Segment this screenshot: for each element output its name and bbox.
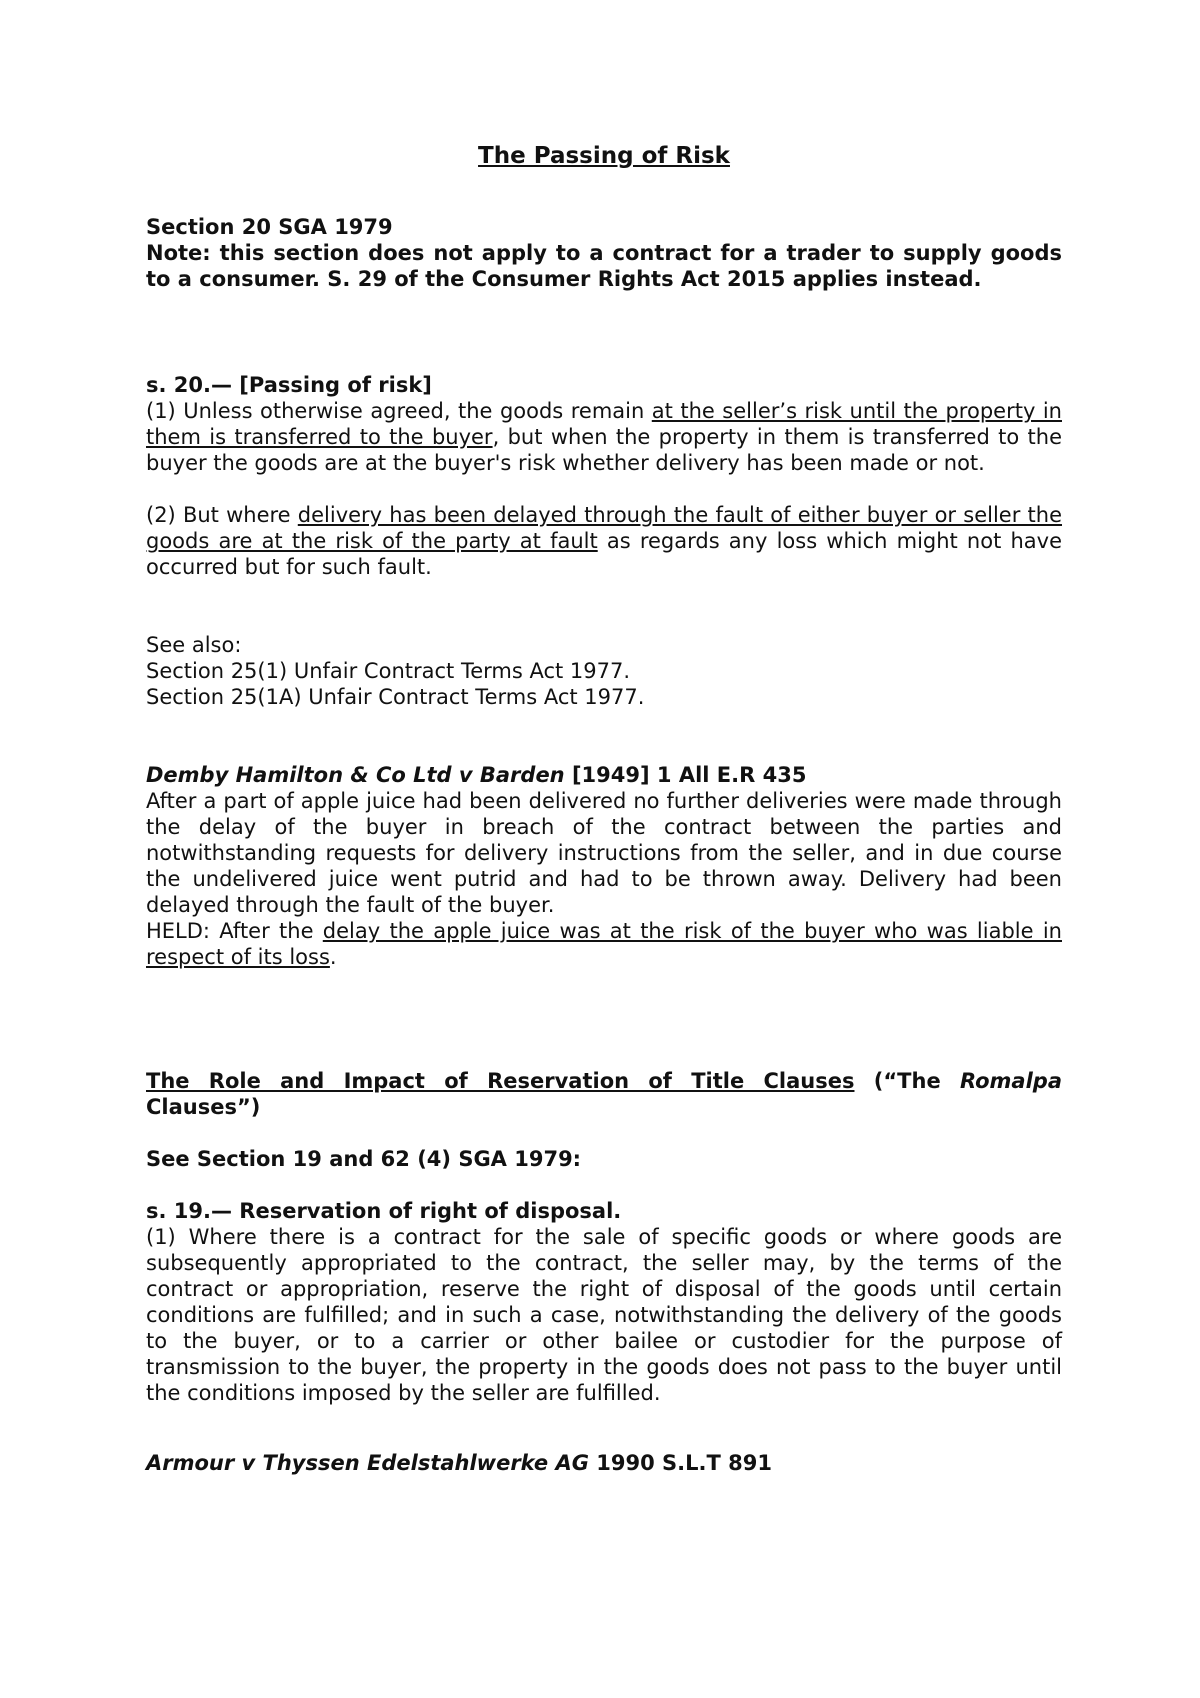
s20-heading: s. 20.— [Passing of risk] [146,373,432,397]
demby-case-title [146,762,1062,788]
armour-case-name: Armour v Thyssen Edelstahlwerke AG [146,1451,589,1475]
demby-held-text-b: . [329,945,337,969]
romalpa-heading-text-b: Clauses”) [146,1095,261,1119]
demby-case-name: Demby Hamilton & Co Ltd v Barden [146,763,565,787]
s19-heading: s. 19.— Reservation of right of disposal. [146,1199,622,1223]
section20-heading: Section 20 SGA 1979 [146,215,393,239]
armour-case-block [146,1450,1062,1476]
s20-p1-text-a: (1) Unless otherwise agreed, the goods remain [146,399,652,423]
document-page [146,138,1062,1476]
section20-block [146,214,1062,292]
s19-subsection-1: (1) Where there is a contract for the sale of specific goods or where goods are subsequently appropriated to the contract, the seller may, by the terms of the contract or appropriation, reserve the right of disposal of the goods until certain conditions are fulfilled; and in such a case, notwithstanding the delivery of the goods to the buyer, or to a carrier or other bailee or custodier for the purpose of transmission to the buyer, the property in the goods does not pass to the buyer until the conditions imposed by the seller are fulfilled. [146,1225,1062,1405]
demby-case-block [146,762,1062,970]
armour-citation: 1990 S.L.T 891 [588,1451,772,1475]
s20-p1-underlined: at the seller’s risk until the property in them is transferred to the buyer [146,399,1062,449]
demby-citation: [1949] 1 All E.R 435 [564,763,807,787]
page-title: The Passing of Risk [478,143,730,169]
romalpa-block [146,1068,1062,1172]
demby-held [146,918,1062,970]
demby-facts: After a part of apple juice had been delivered no further deliveries were made through the delay of the buyer in breach of the contract between the parties and notwithstanding requests for delivery instructions from the seller, and in due course the undelivered juice went putrid and had to be thrown away. Delivery had been delayed through the fault of the buyer. [146,789,1062,917]
see-also-item: Section 25(1A) Unfair Contract Terms Act 1977. [146,685,645,709]
see-also-item: Section 25(1) Unfair Contract Terms Act 1977. [146,659,631,683]
s20-subsection-1 [146,398,1062,476]
see-section-19-62: See Section 19 and 62 (4) SGA 1979: [146,1147,582,1171]
section20-note: Note: this section does not apply to a contract for a trader to supply goods to a consumer. S. 29 of the Consumer Rights Act 2015 applies instead. [146,241,1062,291]
see-also-label: See also: [146,633,242,657]
s20-p2-text-a: (2) But where [146,503,298,527]
see-also-block [146,632,1062,710]
romalpa-heading-italic: Romalpa [959,1069,1062,1093]
s19-block [146,1198,1062,1406]
s20-p1-text-b: , but when the property in them is transferred to the buyer the goods are at the buyer's risk whether delivery has been made or not. [146,425,1063,475]
demby-held-text-a: HELD: After the [146,919,323,943]
s20-p2-underlined: delivery has been delayed through the fault of either buyer or seller the goods are at the risk of the party at fault [146,503,1062,553]
romalpa-heading-text-a: (“The [854,1069,960,1093]
demby-held-underlined: delay the apple juice was at the risk of the buyer who was liable in respect of its loss [146,919,1062,969]
romalpa-heading-underlined: The Role and Impact of Reservation of Title Clauses [146,1069,855,1093]
armour-case-title [146,1450,1062,1476]
s20-subsection-2 [146,502,1062,580]
romalpa-heading [146,1068,1062,1120]
s20-block [146,372,1062,580]
s20-p2-text-b: as regards any loss which might not have occurred but for such fault. [146,529,1063,579]
